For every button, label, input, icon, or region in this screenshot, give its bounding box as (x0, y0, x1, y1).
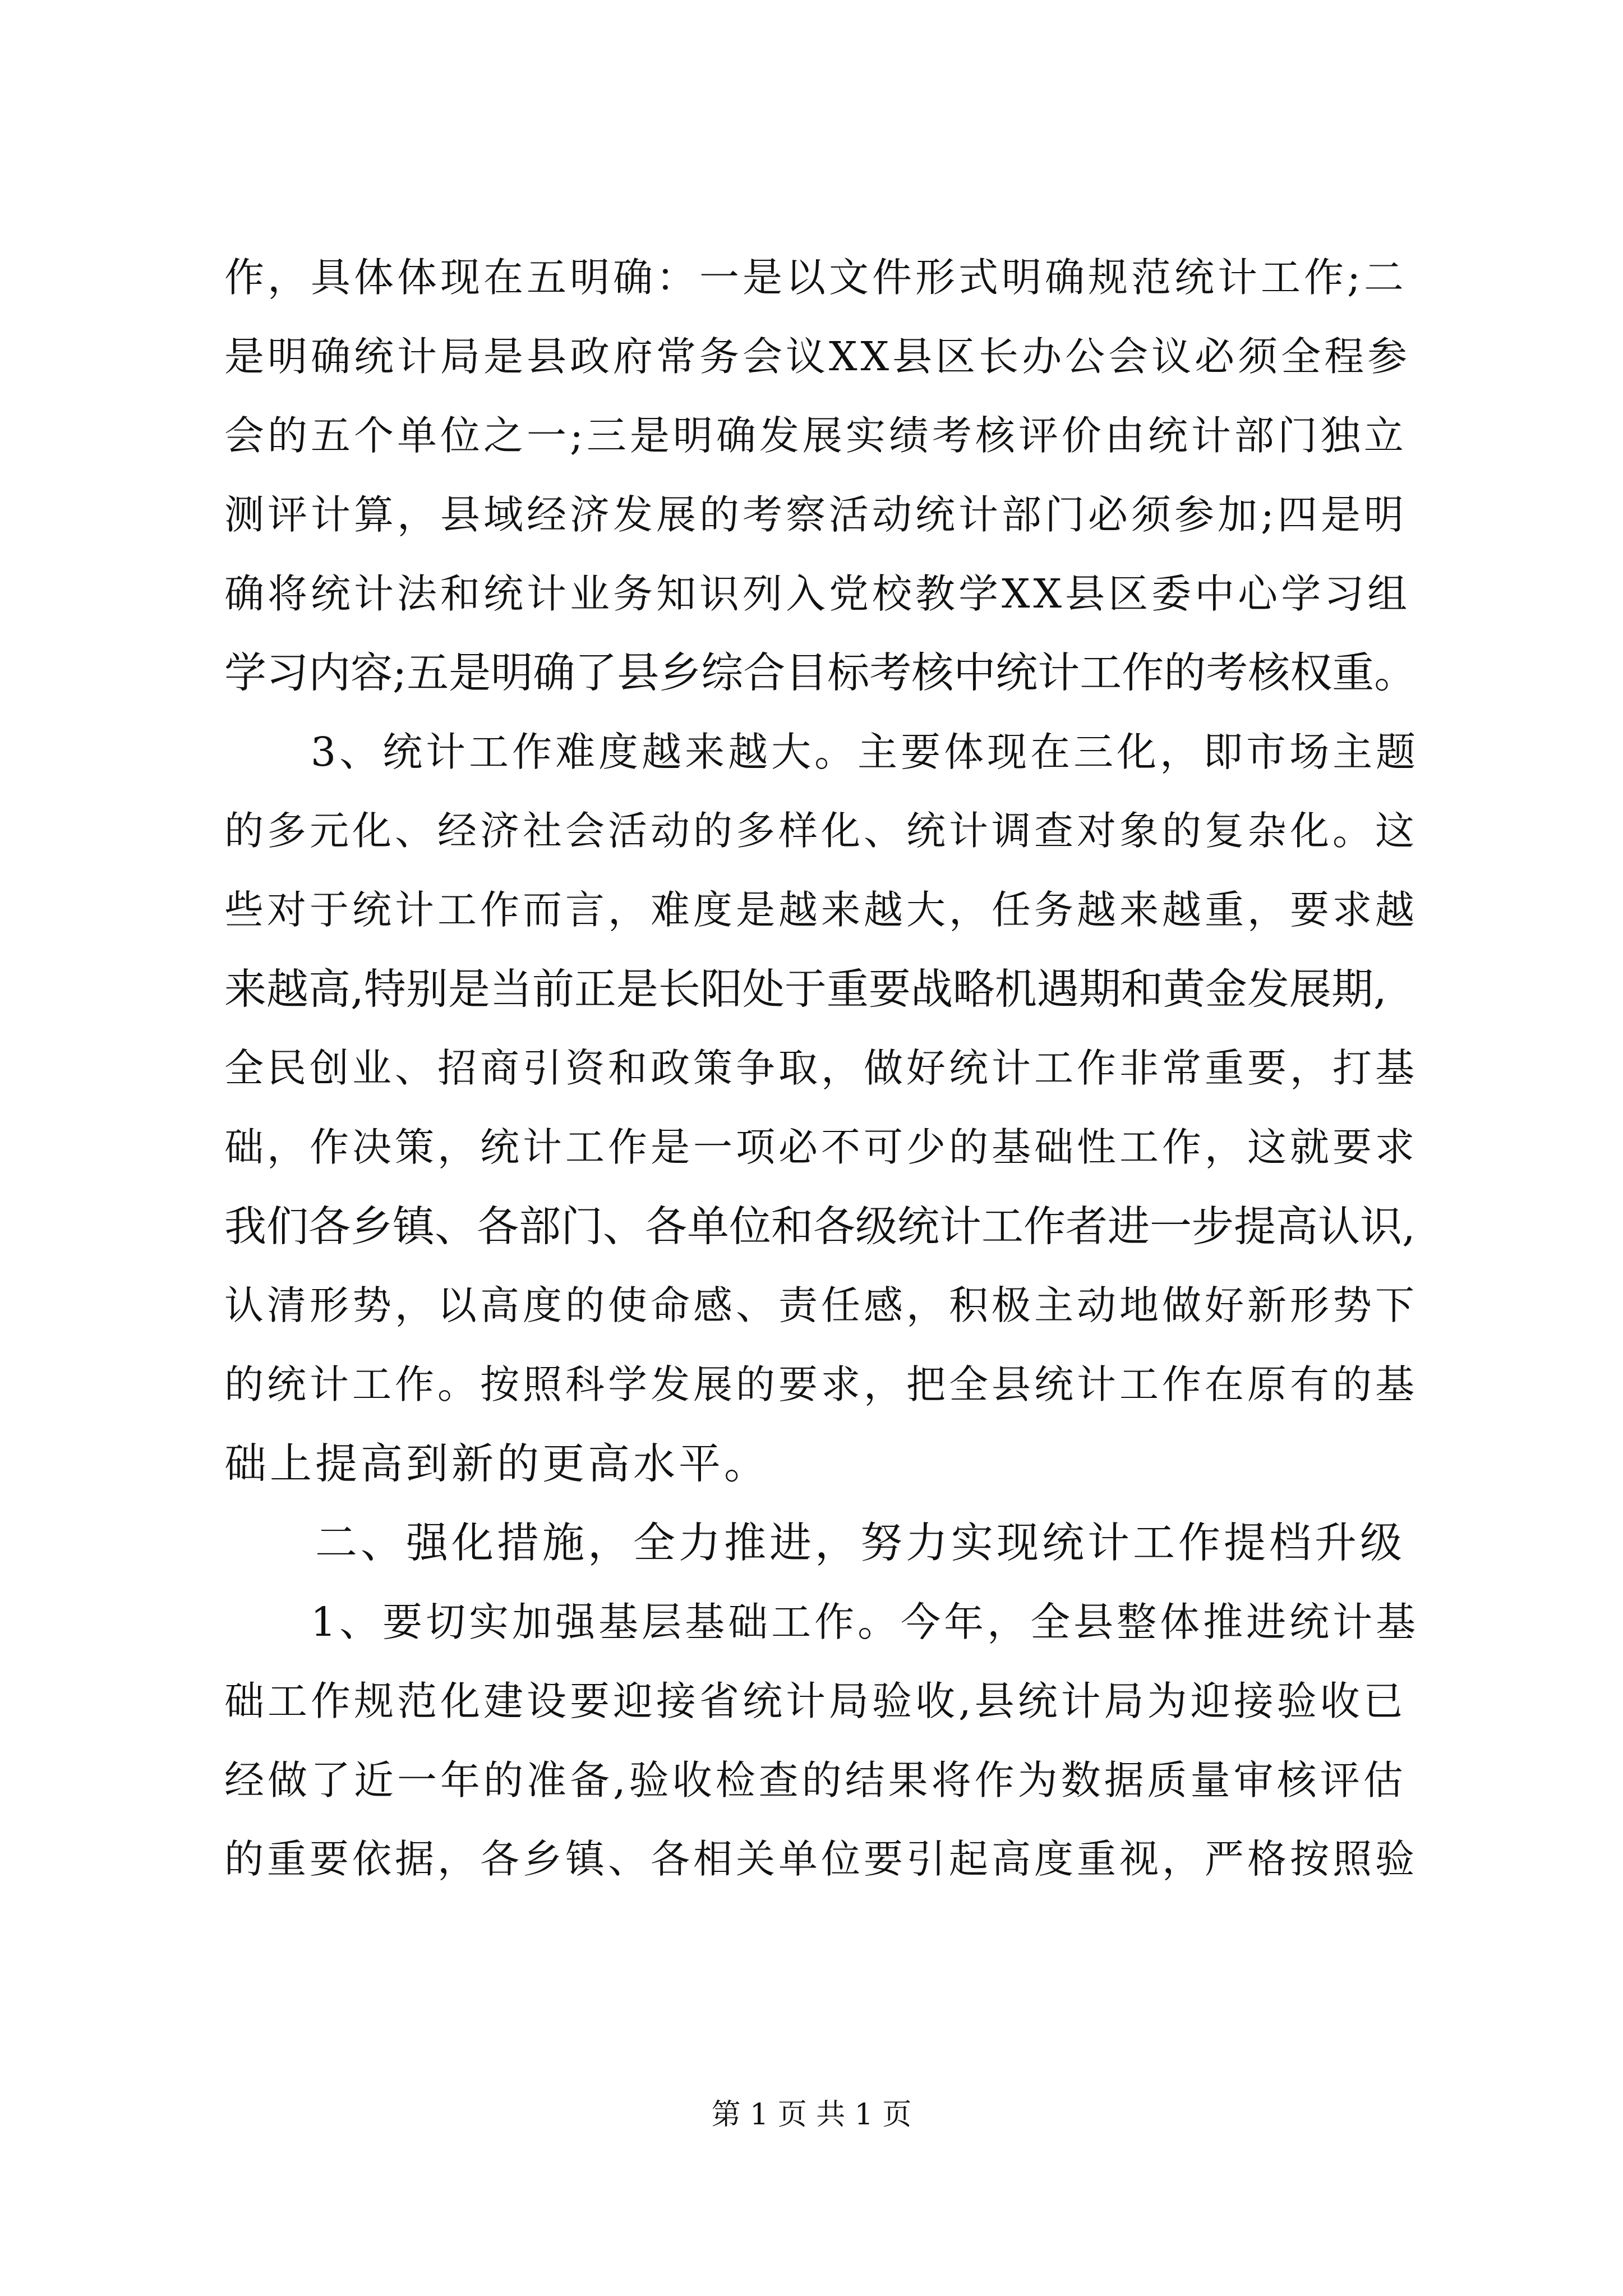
text-line: 确将统计法和统计业务知识列入党校教学XX县区委中心学习组 (224, 570, 1411, 617)
text-line: 测评计算，县域经济发展的考察活动统计部门必须参加;四是明 (224, 491, 1407, 538)
text-line: 会的五个单位之一;三是明确发展实绩考核评价由统计部门独立 (224, 412, 1407, 459)
text-line: 础上提高到新的更高水平。 (224, 1439, 770, 1488)
text-line: 认清形势，以高度的使命感、责任感，积极主动地做好新形势下 (224, 1282, 1418, 1328)
text-line: 经做了近一年的准备,验收检查的结果将作为数据质量审核评估 (224, 1757, 1407, 1803)
text-line: 作，具体体现在五明确：一是以文件形式明确规范统计工作;二 (224, 254, 1407, 301)
text-line: 是明确统计局是县政府常务会议XX县区长办公会议必须全程参 (224, 333, 1411, 380)
section-heading: 二、强化措施，全力推进，努力实现统计工作提档升级 (224, 1518, 1406, 1567)
text-line: 的统计工作。按照科学发展的要求，把全县统计工作在原有的基 (224, 1361, 1418, 1407)
text-line: 来越高,特别是当前正是长阳处于重要战略机遇期和黄金发展期, (224, 964, 1387, 1014)
page-number-footer: 第 1 页 共 1 页 (711, 2098, 912, 2132)
text-line: 全民创业、招商引资和政策争取，做好统计工作非常重要，打基 (224, 1045, 1418, 1091)
text-line: 的多元化、经济社会活动的多样化、统计调查对象的复杂化。这 (224, 808, 1418, 854)
text-line: 础工作规范化建设要迎接省统计局验收,县统计局为迎接验收已 (224, 1678, 1407, 1724)
text-line: 的重要依据，各乡镇、各相关单位要引起高度重视，严格按照验 (224, 1836, 1418, 1882)
text-line: 我们各乡镇、各部门、各单位和各级统计工作者进一步提高认识, (224, 1202, 1415, 1251)
text-line: 学习内容;五是明确了县乡综合目标考核中统计工作的考核权重。 (224, 648, 1417, 697)
text-line: 1、要切实加强基层基础工作。今年，全县整体推进统计基 (224, 1599, 1419, 1645)
text-line: 础，作决策，统计工作是一项必不可少的基础性工作，这就要求 (224, 1124, 1418, 1170)
text-line: 3、统计工作难度越来越大。主要体现在三化，即市场主题 (224, 729, 1419, 775)
document-body (224, 238, 1419, 1899)
text-line: 些对于统计工作而言，难度是越来越大，任务越来越重，要求越 (224, 887, 1418, 933)
